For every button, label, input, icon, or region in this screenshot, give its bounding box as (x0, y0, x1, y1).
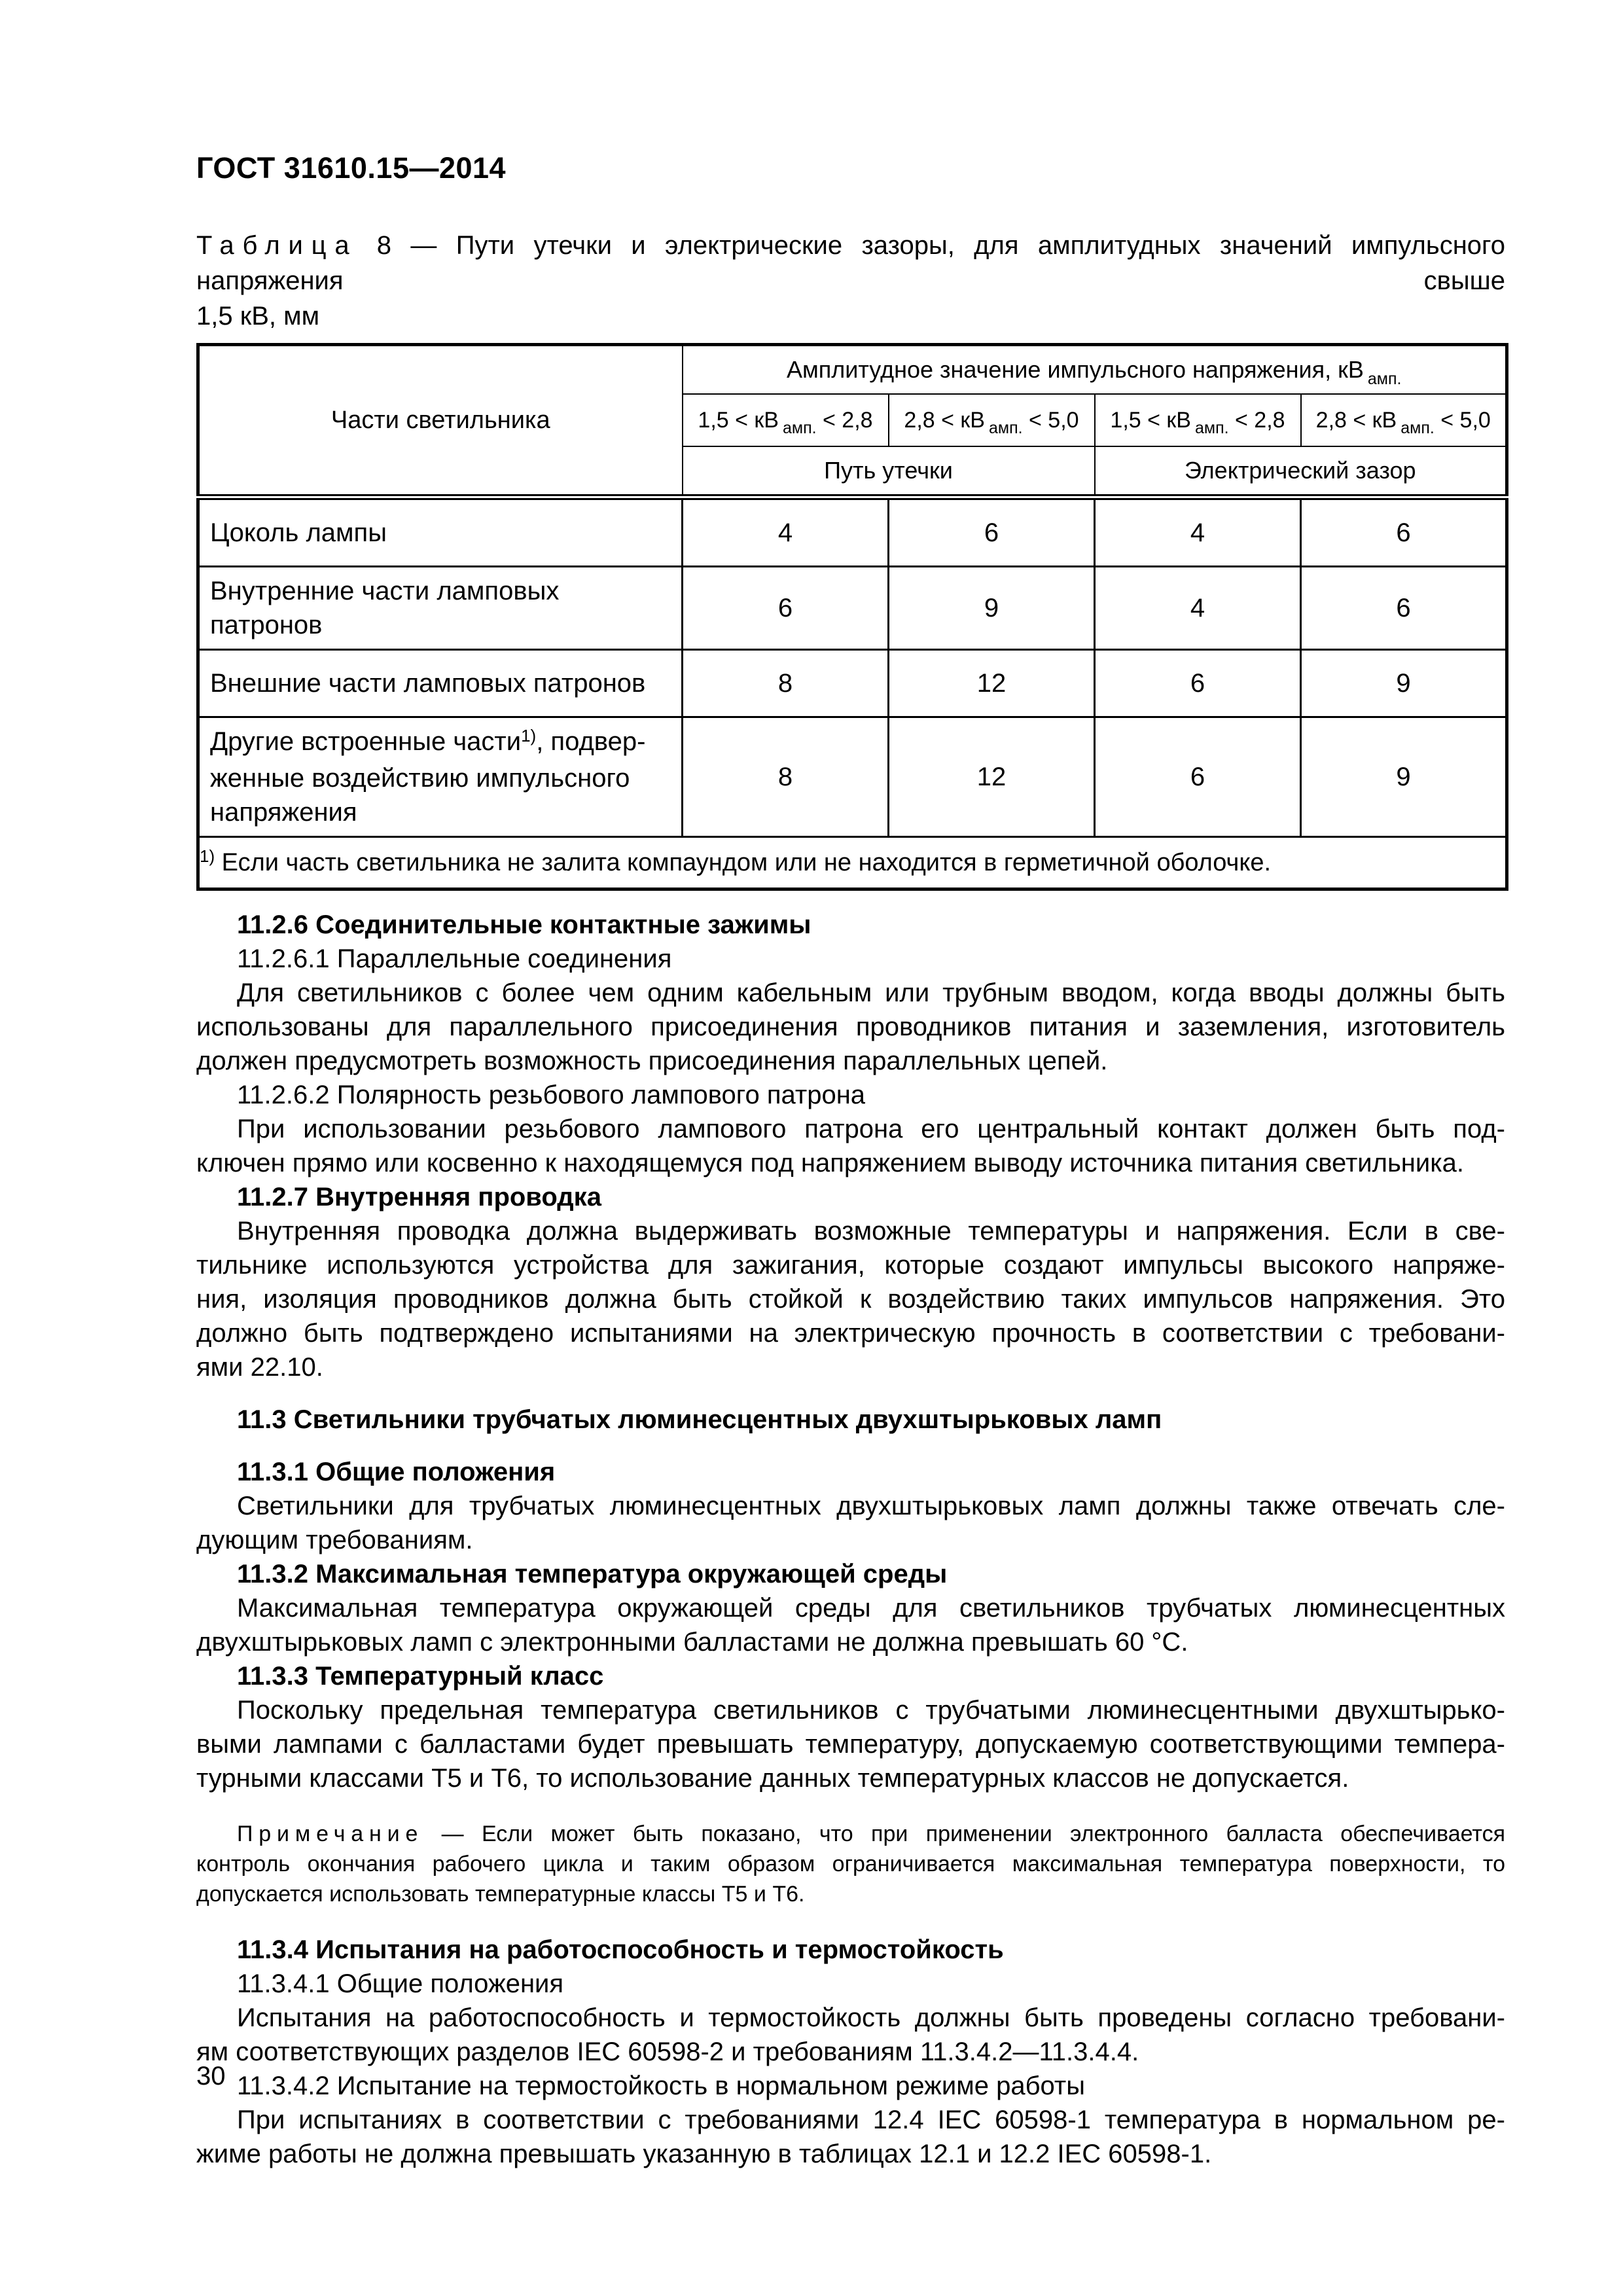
text-line: контроль окончания рабочего цикла и таким образом ограничивается максимальная температура поверхности, то (196, 1852, 1505, 1876)
text-line: Испытания на работоспособность и термостойкость должны быть проведены согласно требовани- (237, 2003, 1505, 2032)
table-cell-label: Цоколь лампы (198, 497, 683, 567)
table-cell-value: 6 (683, 567, 889, 650)
text-line: При испытаниях в соответствии с требованиями 12.4 IEC 60598-1 температура в нормальном ре- (237, 2106, 1505, 2134)
paragraph-11-3-4-2 (196, 2103, 1505, 2171)
text-line: должен предусмотреть возможность присоединения параллельных цепей. (196, 1047, 1108, 1075)
document-header: ГОСТ 31610.15—2014 (196, 151, 507, 185)
text-line: Внутренняя проводка должна выдерживать возможные температуры и напряжения. Если в све- (237, 1217, 1505, 1246)
table-8 (196, 343, 1508, 891)
table-range-header-4: 2,8 < кВ $_{амп.}$ < 5,0 (1301, 394, 1507, 446)
section-heading-11-2-6: 11.2.6 Соединительные контактные зажимы (237, 910, 812, 939)
section-heading-11-2-6-2: 11.2.6.2 Полярность резьбового лампового патрона (237, 1081, 866, 1109)
text-line: ям соответствующих разделов IEC 60598-2 и требованиям 11.3.4.2—11.3.4.4. (196, 2037, 1139, 2066)
footnote-marker: 1) (521, 726, 537, 745)
table-cell-value: 4 (683, 497, 889, 567)
section-heading-11-3-1: 11.3.1 Общие положения (237, 1458, 556, 1486)
section-heading-11-3-4-1: 11.3.4.1 Общие положения (237, 1969, 564, 1998)
text-line: Примечание — Если может быть показано, что при применении электронного балласта обеспечивается (237, 1821, 1505, 1846)
text-line: дующим требованиям. (196, 1526, 473, 1554)
group-header-leakage-path: Путь утечки (683, 446, 1095, 497)
table-caption-line-2: 1,5 кВ, мм (196, 302, 320, 331)
text-line: Максимальная температура окружающей среды для светильников трубчатых люминесцентных (237, 1594, 1505, 1623)
table-caption-text: 8 — Пути утечки и электрические зазоры, для амплитудных значений импульсного напряжения свыше (196, 231, 1505, 295)
paragraph-11-3-3 (196, 1693, 1505, 1795)
table-top-header: Амплитудное значение импульсного напряжения, кВ $_{амп.}$ (683, 345, 1507, 395)
section-heading-11-2-7: 11.2.7 Внутренняя проводка (237, 1183, 601, 1211)
section-heading-11-3-4: 11.3.4 Испытания на работоспособность и термостойкость (237, 1935, 1004, 1964)
table-cell-label: Внешние части ламповых патронов (198, 650, 683, 717)
table-cell-value: 6 (1301, 567, 1507, 650)
text-line: использованы для параллельного присоединения проводников питания и заземления, изготовитель (196, 1013, 1505, 1041)
table-cell-value: 6 (1095, 717, 1301, 837)
table-row-internal-lampholder-parts (198, 567, 1507, 650)
table-range-header-1: 1,5 < кВ $_{амп.}$ < 2,8 (683, 394, 889, 446)
table-row-external-lampholder-parts (198, 650, 1507, 717)
section-heading-11-3-4-2: 11.3.4.2 Испытание на термостойкость в нормальном режиме работы (237, 2072, 1085, 2100)
text-line: Для светильников с более чем одним кабельным или трубным вводом, когда вводы должны быть (237, 978, 1505, 1007)
table-cell-value: 6 (1095, 650, 1301, 717)
text-line: турными классами Т5 и Т6, то использование данных температурных классов не допускается. (196, 1764, 1349, 1793)
paragraph-11-2-6-1 (196, 976, 1505, 1078)
paragraph-11-3-2 (196, 1591, 1505, 1659)
table-caption-label: Таблица (196, 231, 358, 260)
footnote-marker: 1) (200, 846, 215, 866)
subscript-amp: амп. (782, 419, 817, 437)
text-line: При использовании резьбового лампового патрона его центральный контакт должен быть под- (237, 1115, 1505, 1143)
text-line: допускается использовать температурные классы Т5 и Т6. (196, 1882, 805, 1907)
text-line: Поскольку предельная температура светильников с трубчатыми люминесцентными двухштырько- (237, 1696, 1505, 1725)
table-cell-value: 6 (1301, 497, 1507, 567)
table-cell-label: Другие встроенные части$^{1)}$, подвер- женные воздействию импульсного напряжения (198, 717, 683, 837)
section-heading-11-2-6-1: 11.2.6.1 Параллельные соединения (237, 944, 672, 973)
table-caption-line-1 (196, 228, 1505, 298)
table-range-header-3: 1,5 < кВ $_{амп.}$ < 2,8 (1095, 394, 1301, 446)
table-cell-label: Внутренние части ламповых патронов (198, 567, 683, 650)
table-footnote-row (198, 837, 1507, 889)
note-block (196, 1819, 1505, 1909)
note-label: Примечание (237, 1821, 424, 1846)
section-heading-11-3-3: 11.3.3 Температурный класс (237, 1662, 604, 1691)
page-number: 30 (196, 2062, 226, 2090)
section-heading-11-3: 11.3 Светильники трубчатых люминесцентных двухштырьковых ламп (237, 1405, 1162, 1434)
table-corner-header: Части светильника (198, 345, 683, 497)
text-line: ния, изоляция проводников должна быть стойкой к воздействию таких импульсов напряжения. Это (196, 1285, 1505, 1314)
text-line: двухштырьковых ламп с электронными балластами не должна превышать 60 °С. (196, 1628, 1188, 1657)
table-range-header-2: 2,8 < кВ $_{амп.}$ < 5,0 (889, 394, 1095, 446)
group-header-clearance: Электрический зазор (1095, 446, 1507, 497)
paragraph-11-2-7 (196, 1214, 1505, 1384)
text-line: Светильники для трубчатых люминесцентных двухштырьковых ламп должны также отвечать сле- (237, 1492, 1505, 1520)
text-line: ями 22.10. (196, 1353, 323, 1382)
table-row-lamp-cap (198, 497, 1507, 567)
table-cell-value: 8 (683, 717, 889, 837)
table-cell-value: 4 (1095, 497, 1301, 567)
text-line: тильнике используются устройства для зажигания, которые создают импульсы высокого напряже- (196, 1251, 1505, 1280)
paragraph-11-2-6-2 (196, 1112, 1505, 1180)
text-line: должно быть подтверждено испытаниями на электрическую прочность в соответствии с требовани- (196, 1319, 1505, 1348)
subscript-amp: амп. (988, 419, 1023, 437)
table-cell-value: 9 (1301, 650, 1507, 717)
table-cell-value: 9 (1301, 717, 1507, 837)
subscript-amp: амп. (1194, 419, 1229, 437)
section-heading-11-3-2: 11.3.2 Максимальная температура окружающей среды (237, 1560, 948, 1588)
subscript-amp: амп. (1367, 369, 1402, 388)
table-row-other-built-in-parts (198, 717, 1507, 837)
paragraph-11-3-4-1 (196, 2001, 1505, 2069)
table-cell-value: 9 (889, 567, 1095, 650)
subscript-amp: амп. (1400, 419, 1435, 437)
page-content (196, 0, 1505, 2171)
text-line: выми лампами с балластами будет превышать температуру, допускаемую соответствующими темпера- (196, 1730, 1505, 1759)
text-line: ключен прямо или косвенно к находящемуся под напряжением выводу источника питания светильника. (196, 1149, 1464, 1177)
table-footnote: $^{1)}$ Если часть светильника не залита компаундом или не находится в герметичной оболочке. (198, 837, 1507, 889)
table-cell-value: 12 (889, 650, 1095, 717)
table-cell-value: 12 (889, 717, 1095, 837)
table-cell-value: 6 (889, 497, 1095, 567)
paragraph-11-3-1 (196, 1489, 1505, 1557)
table-header-row-1 (198, 345, 1507, 395)
table-cell-value: 8 (683, 650, 889, 717)
table-cell-value: 4 (1095, 567, 1301, 650)
table-caption (196, 228, 1505, 334)
text-line: жиме работы не должна превышать указанную в таблицах 12.1 и 12.2 IEC 60598-1. (196, 2140, 1212, 2168)
body-text (196, 908, 1505, 2171)
